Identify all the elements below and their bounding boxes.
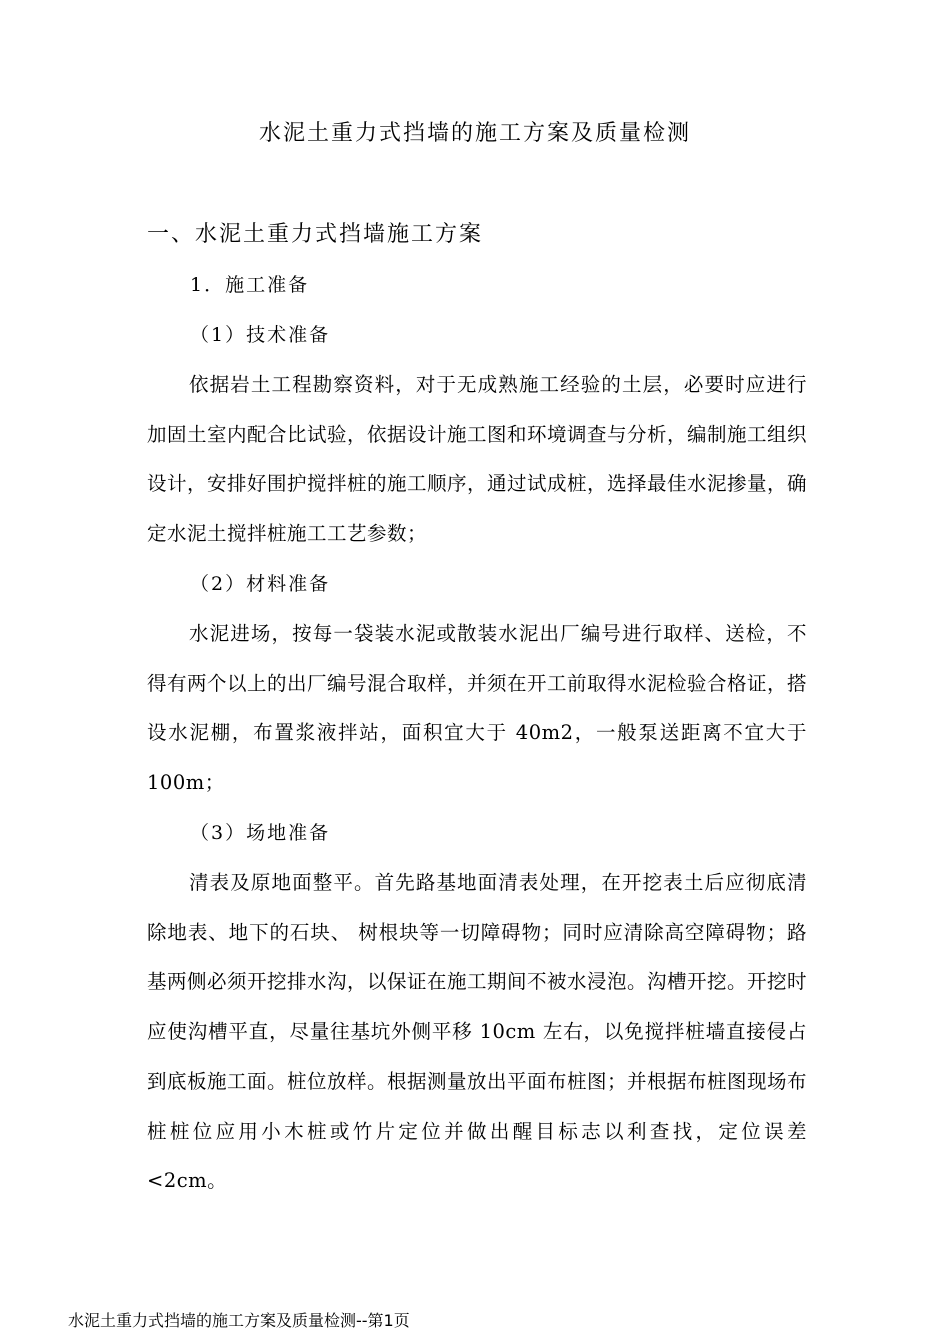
tech-prep-heading: （1）技术准备 <box>190 324 331 346</box>
site-prep-heading: （3）场地准备 <box>190 822 331 844</box>
material-prep-heading: （2）材料准备 <box>190 573 331 595</box>
site-prep-paragraph: 清表及原地面整平。首先路基地面清表处理，在开挖表土后应彻底清除地表、地下的石块、 树根块等一切障碍物；同时应清除高空障碍物；路基两侧必须开挖排水沟，以保证在施工期间不被水浸泡。沟槽开挖。开挖时应使沟槽平直，尽量往基坑外侧平移 10cm 左右，以免搅拌桩墙直接侵占到底板施工面。桩位放样。根据测量放出平面布桩图；并根据布桩图现场布桩桩位应用小木桩或竹片定位并做出醒目标志以利查找，定位误差<2cm。 <box>147 871 808 1193</box>
page-footer: 水泥土重力式挡墙的施工方案及质量检测--第1页 <box>68 1311 410 1330</box>
subsection-heading: 1．施工准备 <box>190 274 310 296</box>
tech-prep-paragraph: 依据岩土工程勘察资料，对于无成熟施工经验的土层，必要时应进行加固土室内配合比试验，依据设计施工图和环境调查与分析，编制施工组织设计，安排好围护搅拌桩的施工顺序，通过试成桩，选择最佳水泥掺量，确定水泥土搅拌桩施工工艺参数； <box>147 373 808 546</box>
section-heading: 一、水泥土重力式挡墙施工方案 <box>147 222 484 247</box>
document-title: 水泥土重力式挡墙的施工方案及质量检测 <box>258 121 691 146</box>
material-prep-paragraph: 水泥进场，按每一袋装水泥或散装水泥出厂编号进行取样、送检，不得有两个以上的出厂编号混合取样，并须在开工前取得水泥检验合格证，搭设水泥棚，布置浆液拌站，面积宜大于 40m2，一般泵送距离不宜大于 100m； <box>147 622 808 795</box>
